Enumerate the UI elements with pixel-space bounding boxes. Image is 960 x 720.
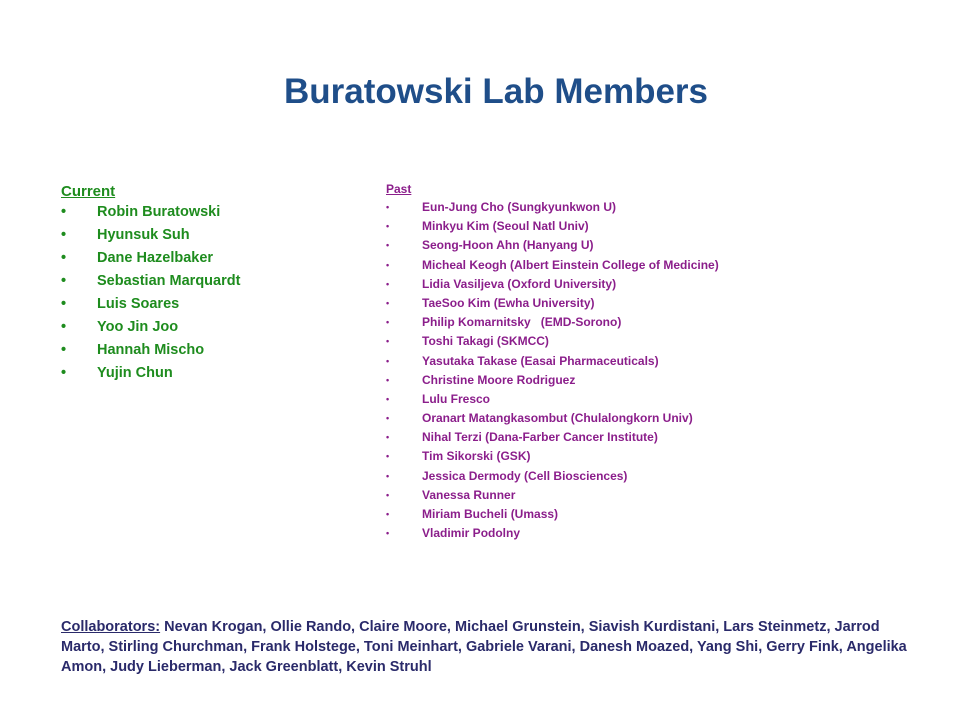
- past-member-item: [386, 218, 946, 237]
- bullet-icon: •: [61, 319, 67, 335]
- past-member-item: [386, 410, 946, 429]
- current-member-item: [61, 272, 361, 295]
- member-name: Seong-Hoon Ahn (Hanyang U): [422, 238, 594, 253]
- past-heading: Past: [386, 182, 412, 196]
- bullet-icon: •: [386, 202, 390, 212]
- member-name: Hannah Mischo: [97, 342, 205, 358]
- past-member-item: [386, 237, 946, 256]
- past-member-item: [386, 468, 946, 487]
- member-name: Vanessa Runner: [422, 487, 516, 502]
- current-member-item: [61, 341, 361, 364]
- current-members-list: [61, 203, 361, 387]
- current-heading: Current: [61, 183, 116, 200]
- member-name: Hyunsuk Suh: [97, 227, 190, 243]
- bullet-icon: •: [386, 259, 390, 270]
- member-name: Lidia Vasiljeva (Oxford University): [422, 276, 617, 291]
- member-name: Minkyu Kim (Seoul Natl Univ): [422, 219, 589, 234]
- collaborators-label: Collaborators:: [61, 619, 161, 635]
- member-name: Jessica Dermody (Cell Biosciences): [422, 468, 628, 483]
- past-members-list: [386, 199, 946, 544]
- bullet-icon: •: [386, 451, 390, 462]
- bullet-icon: •: [386, 336, 390, 347]
- current-member-item: [61, 249, 361, 272]
- past-member-item: [386, 257, 946, 276]
- member-name: Yasutaka Takase (Easai Pharmaceuticals): [422, 353, 659, 368]
- past-member-item: [386, 525, 946, 544]
- current-members-section: [61, 182, 361, 387]
- bullet-icon: •: [61, 227, 67, 243]
- bullet-icon: •: [386, 240, 390, 251]
- current-member-item: [61, 203, 361, 226]
- collaborators-section: [61, 617, 921, 677]
- bullet-icon: •: [386, 278, 390, 289]
- member-name: Yoo Jin Joo: [97, 319, 179, 335]
- member-name: Toshi Takagi (SKMCC): [422, 334, 549, 349]
- member-name: Sebastian Marquardt: [97, 273, 241, 289]
- member-name: Luis Soares: [97, 296, 180, 312]
- past-member-item: [386, 487, 946, 506]
- current-member-item: [61, 226, 361, 249]
- past-member-item: [386, 199, 946, 218]
- bullet-icon: •: [386, 470, 390, 481]
- bullet-icon: •: [61, 273, 67, 289]
- past-member-item: [386, 429, 946, 448]
- member-name: TaeSoo Kim (Ewha University): [422, 295, 595, 310]
- member-name: Dane Hazelbaker: [97, 250, 214, 266]
- current-member-item: [61, 318, 361, 341]
- member-name: Micheal Keogh (Albert Einstein College of Medicine): [422, 257, 719, 272]
- past-member-item: [386, 506, 946, 525]
- bullet-icon: •: [61, 365, 67, 381]
- past-member-item: [386, 448, 946, 467]
- bullet-icon: •: [61, 204, 67, 220]
- current-member-item: [61, 364, 361, 387]
- member-name: Nihal Terzi (Dana-Farber Cancer Institute): [422, 430, 658, 445]
- member-name: Philip Komarnitsky (EMD-Sorono): [422, 315, 622, 330]
- member-name: Vladimir Podolny: [422, 526, 521, 541]
- bullet-icon: •: [386, 489, 390, 500]
- bullet-icon: •: [386, 297, 390, 308]
- member-name: Christine Moore Rodriguez: [422, 372, 576, 387]
- past-member-item: [386, 372, 946, 391]
- member-name: Oranart Matangkasombut (Chulalongkorn Univ): [422, 411, 693, 426]
- past-member-item: [386, 391, 946, 410]
- bullet-icon: •: [61, 250, 67, 266]
- past-member-item: [386, 353, 946, 372]
- past-members-section: [386, 181, 946, 544]
- member-name: Tim Sikorski (GSK): [422, 449, 531, 464]
- member-name: Miriam Bucheli (Umass): [422, 507, 559, 521]
- member-name: Eun-Jung Cho (Sungkyunkwon U): [422, 200, 616, 214]
- bullet-icon: •: [61, 296, 67, 312]
- bullet-icon: •: [386, 413, 390, 424]
- bullet-icon: •: [386, 355, 390, 366]
- bullet-icon: •: [386, 374, 390, 385]
- bullet-icon: •: [61, 342, 67, 358]
- bullet-icon: •: [386, 432, 390, 443]
- member-name: Yujin Chun: [97, 365, 173, 381]
- past-member-item: [386, 276, 946, 295]
- bullet-icon: •: [386, 393, 390, 404]
- past-member-item: [386, 295, 946, 314]
- bullet-icon: •: [386, 528, 390, 539]
- current-member-item: [61, 295, 361, 318]
- member-name: Lulu Fresco: [422, 391, 491, 406]
- past-member-item: [386, 314, 946, 333]
- bullet-icon: •: [386, 317, 390, 328]
- member-name: Robin Buratowski: [97, 204, 221, 220]
- bullet-icon: •: [386, 221, 390, 232]
- slide-title: Buratowski Lab Members: [284, 72, 708, 111]
- past-member-item: [386, 333, 946, 352]
- bullet-icon: •: [386, 509, 390, 519]
- collaborators-names: Nevan Krogan, Ollie Rando, Claire Moore, Michael Grunstein, Siavish Kurdistani, Lars Steinmetz, Jarrod Marto, Stirling Churchman, Frank Holstege, Toni Meinhart, Gabriele Varani, Danesh Moazed, Yang Shi, Gerry Fink, Angelika Amon, Judy Lieberman, Jack Greenblatt, Kevin Struhl: [61, 619, 907, 675]
